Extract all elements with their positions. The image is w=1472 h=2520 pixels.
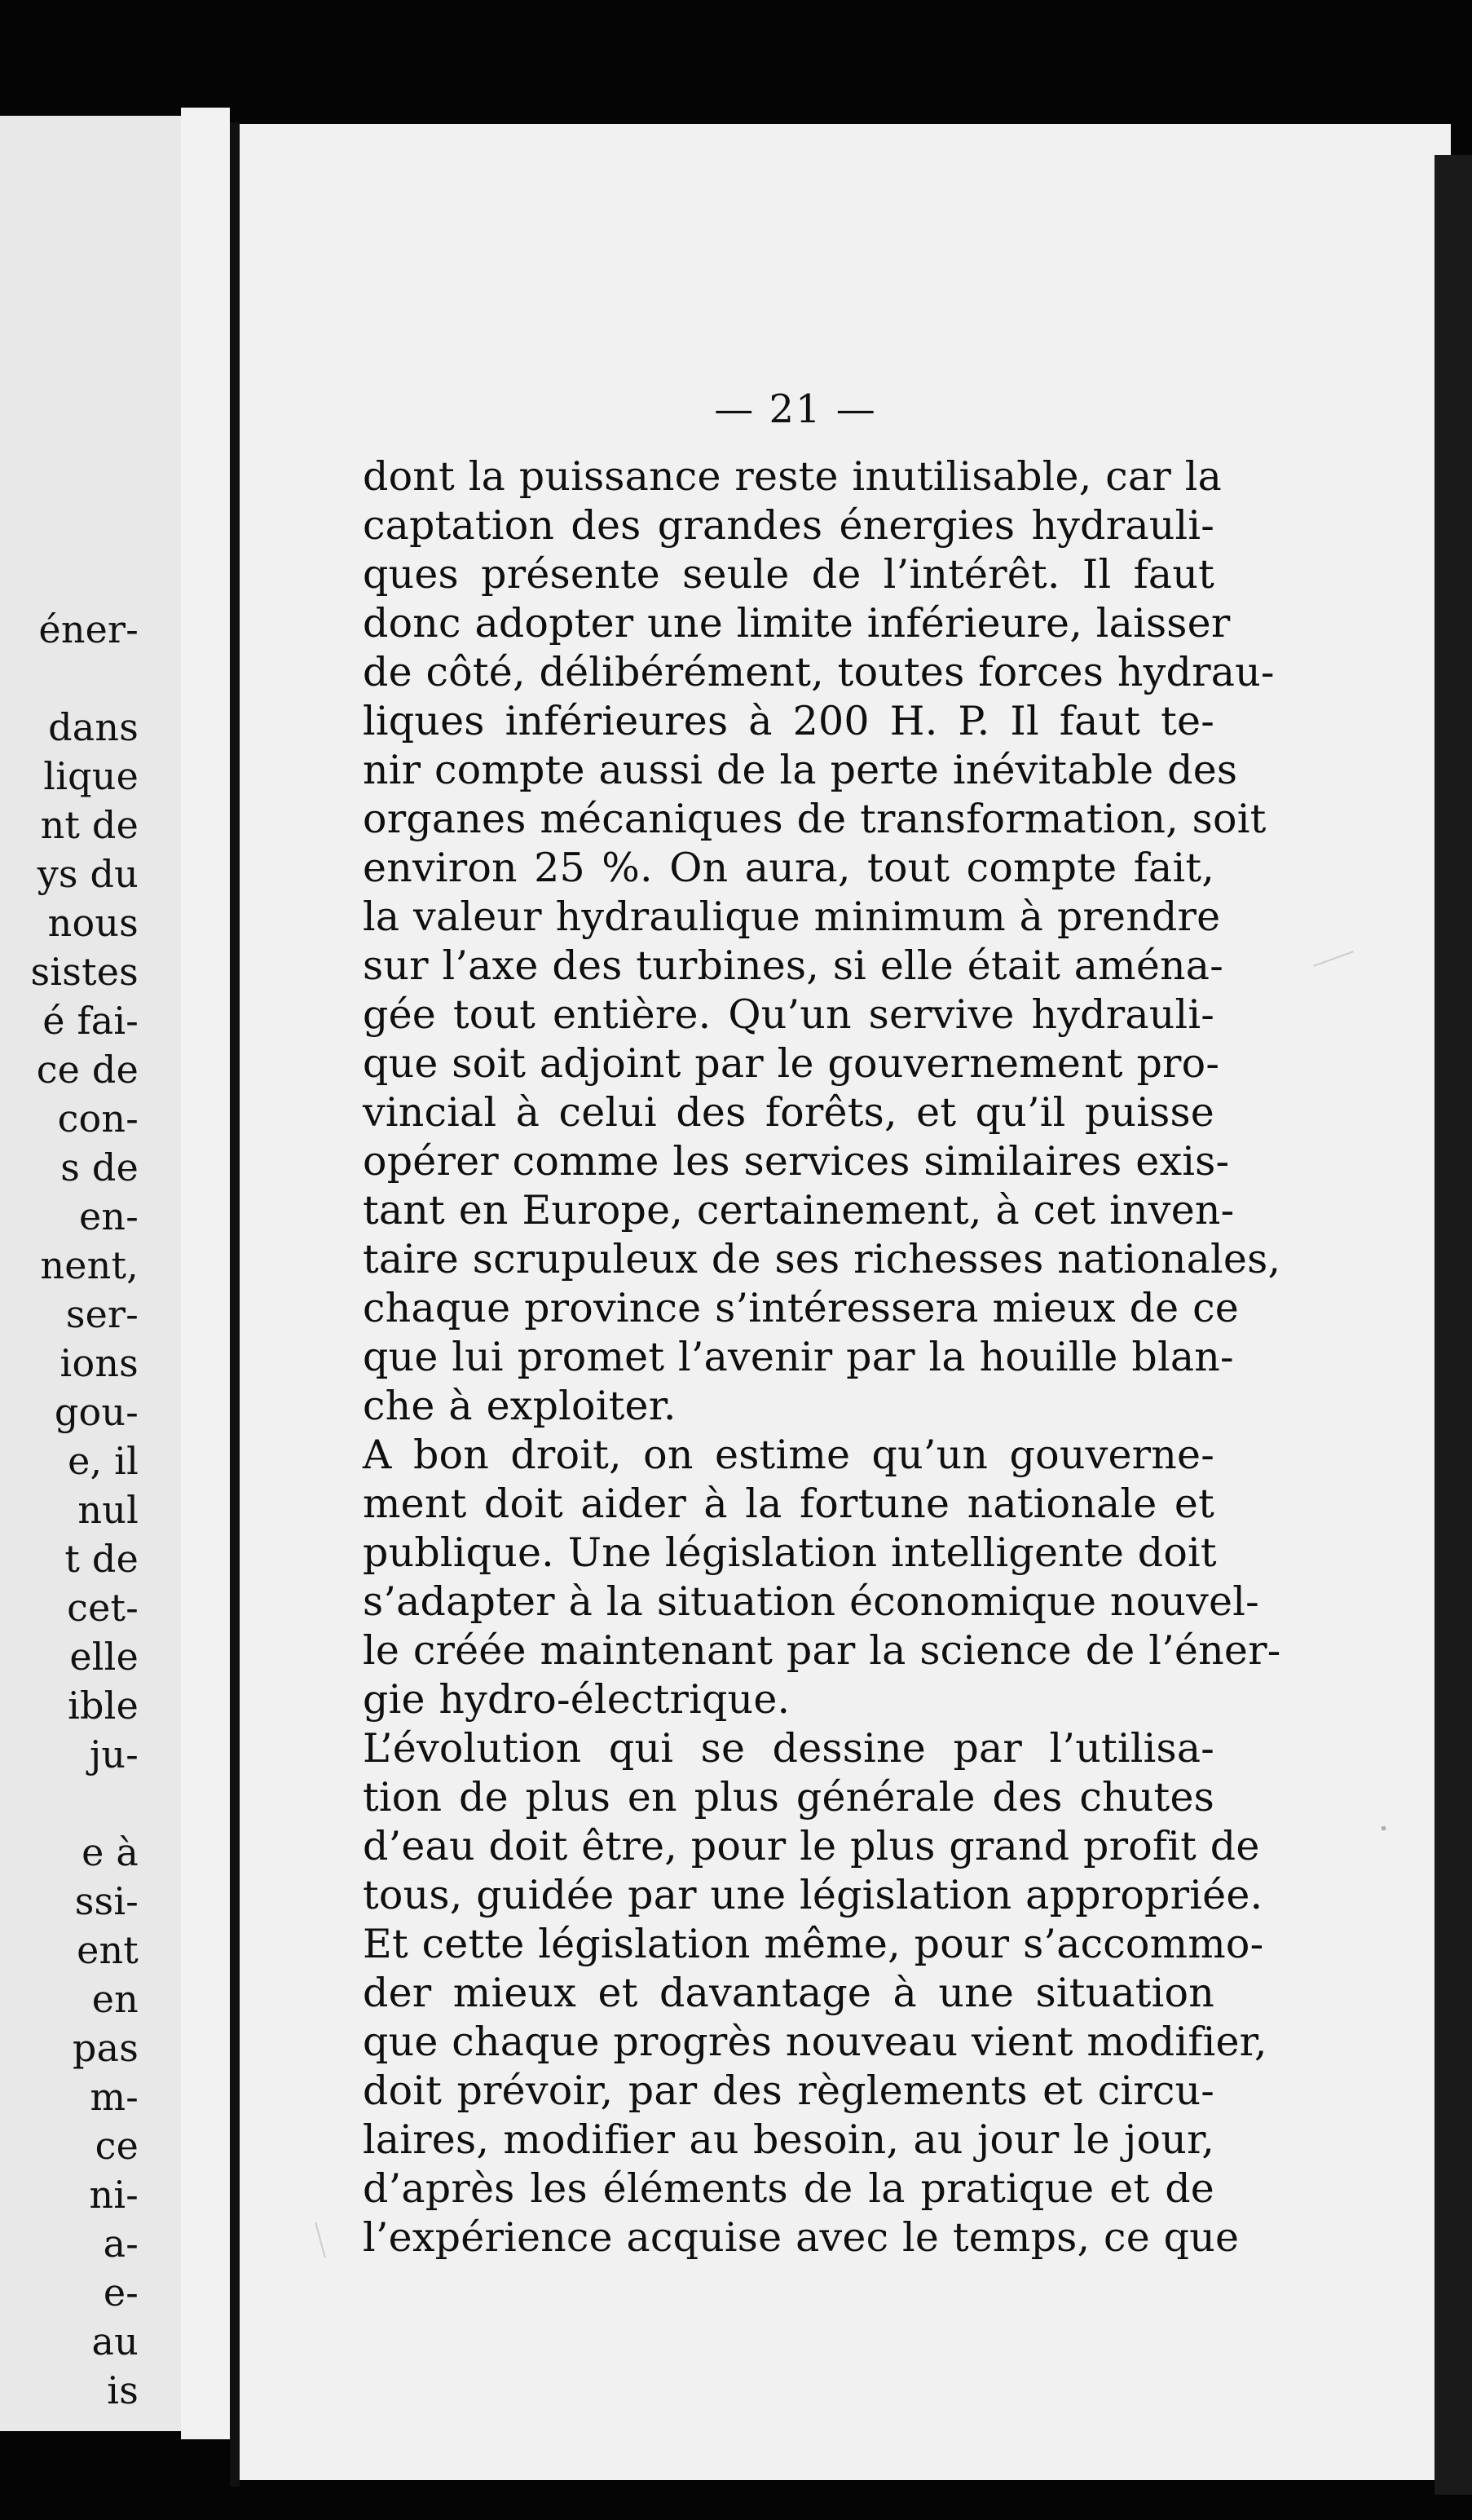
body-line: der mieux et davantage à une situation [363,1970,1214,2016]
body-line: s’adapter à la situation économique nouvel- [363,1578,1259,1625]
right-page-body-text [363,452,1281,2262]
body-line: doit prévoir, par des règlements et circu- [363,2068,1214,2114]
body-line: tant en Europe, certainement, à cet inven- [363,1187,1235,1234]
body-line: la valeur hydraulique minimum à prendre [363,894,1221,940]
body-line: environ 25 %. On aura, tout compte fait, [363,845,1214,891]
left-line: nous [47,901,139,945]
left-line: sistes [30,950,139,994]
body-line: que chaque progrès nouveau vient modifier, [363,2019,1267,2065]
book-spine-shadow [230,122,240,2487]
body-line: le créée maintenant par la science de l’éner- [363,1627,1281,1674]
left-line: é fai- [42,999,139,1043]
left-line: is [107,2368,139,2412]
left-line: pas [72,2026,139,2070]
body-line: opérer comme les services similaires exis- [363,1138,1230,1185]
body-line: A bon droit, on estime qu’un gouverne- [363,1432,1214,1478]
left-line: e à [82,1830,139,1874]
left-line: ions [59,1341,139,1385]
body-line: L’évolution qui se dessine par l’utilisa- [363,1725,1214,1772]
left-line: gou- [54,1390,139,1434]
left-line: nent, [40,1243,139,1287]
left-line: ys du [37,852,139,896]
body-line: vincial à celui des forêts, et qu’il puisse [363,1089,1214,1136]
left-line [0,1779,139,1828]
body-line: de côté, délibérément, toutes forces hydrau- [363,649,1275,695]
body-line: ment doit aider à la fortune nationale et [363,1481,1214,1527]
left-line: s de [60,1145,139,1189]
left-page-text-fragments [0,605,139,2415]
body-line: laires, modifier au besoin, au jour le jour, [363,2116,1214,2163]
right-page-edge-shadow [1435,155,1472,2495]
body-line: dont la puissance reste inutilisable, car la [363,453,1223,500]
left-line: t de [64,1537,139,1581]
body-line: liques inférieures à 200 H. P. Il faut te- [363,698,1214,744]
left-page-gutter [181,108,230,2439]
body-line: nir compte aussi de la perte inévitable des [363,747,1238,793]
left-line: au [91,2319,139,2363]
left-line: ser- [65,1292,139,1336]
left-line: en [91,1977,139,2021]
left-line: ssi- [74,1879,139,1923]
left-line: e- [103,2271,139,2315]
body-line: gée tout entière. Qu’un servive hydrauli- [363,991,1214,1038]
body-line: chaque province s’intéressera mieux de ce [363,1285,1239,1331]
body-line: publique. Une législation intelligente doit [363,1529,1217,1576]
left-line: nul [77,1488,139,1532]
left-line: en- [79,1194,139,1238]
left-line: cet- [67,1586,139,1630]
left-line: ent [77,1928,139,1972]
body-line: gie hydro-électrique. [363,1676,791,1723]
body-line: que lui promet l’avenir par la houille blan- [363,1334,1234,1380]
body-line: tion de plus en plus générale des chutes [363,1774,1214,1820]
body-line: l’expérience acquise avec le temps, ce que [363,2214,1240,2261]
body-line: d’après les éléments de la pratique et de [363,2165,1214,2212]
body-line: ques présente seule de l’intérêt. Il faut [363,551,1214,598]
left-line: ni- [89,2173,139,2217]
body-line: che à exploiter. [363,1383,677,1429]
left-line: éner- [38,607,139,651]
left-line: ible [68,1684,139,1728]
body-line: donc adopter une limite inférieure, laisser [363,600,1231,647]
body-line: d’eau doit être, pour le plus grand profit de [363,1823,1260,1869]
left-line: con- [57,1097,139,1141]
body-line: tous, guidée par une législation appropriée. [363,1872,1263,1918]
left-line [0,654,139,703]
left-line: lique [43,754,139,798]
left-line: a- [103,2222,139,2266]
body-line: organes mécaniques de transformation, soit [363,796,1267,842]
body-line: captation des grandes énergies hydrauli- [363,502,1214,549]
body-line: que soit adjoint par le gouvernement pro- [363,1040,1220,1087]
left-line: ju- [89,1732,139,1776]
body-line: taire scrupuleux de ses richesses nationales, [363,1236,1281,1282]
left-line: e, il [68,1439,139,1483]
page-number: — 21 — [714,386,877,432]
left-line: m- [90,2075,139,2119]
left-line: ce [95,2124,139,2168]
body-line: Et cette législation même, pour s’accommo- [363,1921,1264,1967]
left-line: nt de [40,803,139,847]
body-line: sur l’axe des turbines, si elle était aména- [363,942,1223,989]
left-line: dans [48,705,139,749]
left-line: elle [69,1635,139,1679]
left-line: ce de [36,1048,139,1092]
